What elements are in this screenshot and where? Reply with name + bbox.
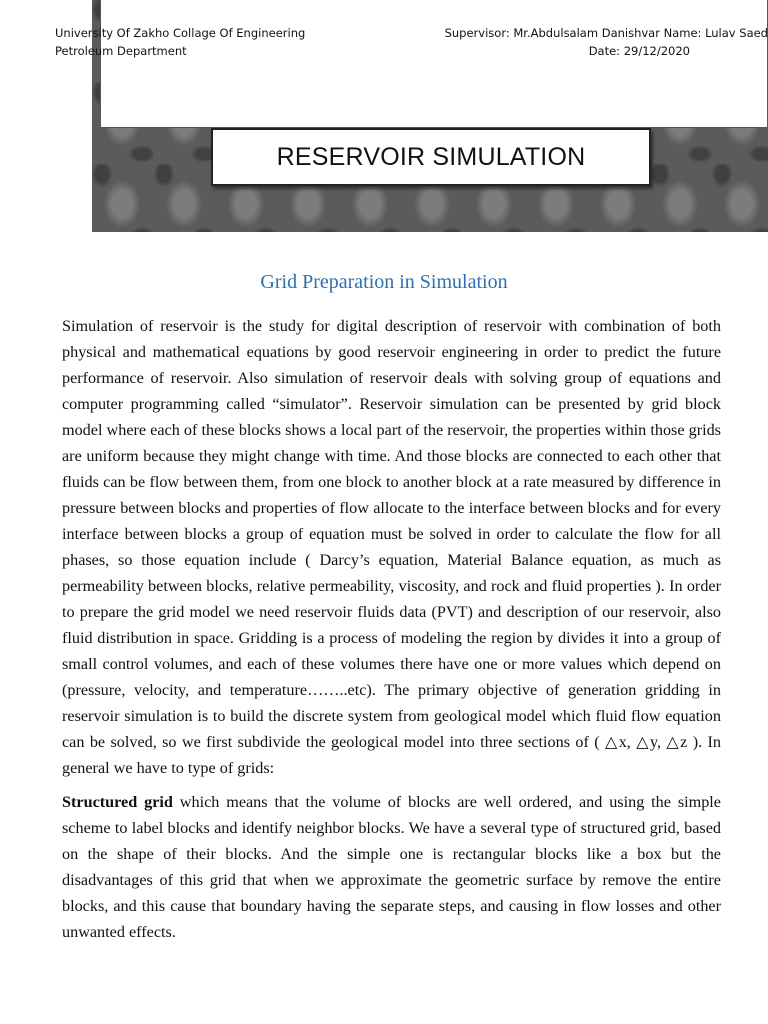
supervisor-and-name: Supervisor: Mr.Abdulsalam Danishvar Name: Lulav Saed bbox=[444, 26, 768, 40]
section-heading: Grid Preparation in Simulation bbox=[260, 271, 508, 293]
department-name: Petroleum Department bbox=[55, 44, 187, 58]
university-name: University Of Zakho Collage Of Engineering bbox=[55, 26, 306, 40]
header-left bbox=[55, 24, 305, 60]
structured-grid-term: Structured grid bbox=[62, 793, 173, 811]
body-text bbox=[62, 313, 721, 945]
document-date: Date: 29/12/2020 bbox=[588, 44, 690, 58]
paragraph-intro: Simulation of reservoir is the study for digital description of reservoir with combination of both physical and mathematical equations by good reservoir engineering in order to predict the future performance of reservoir. Also simulation of reservoir deals with solving group of equations and computer programming called “simulator”. Reservoir simulation can be presented by grid block model where each of these blocks shows a local part of the reservoir, the properties within those grids are uniform because they might change with time. And those blocks are connected to each other that fluids can be flow between them, from one block to another block at a rate measured by difference in pressure between blocks and properties of flow allocate to the interface between blocks and for every interface between blocks a group of equation must be solved in order to calculate the flow for all phases, so those equation include ( Darcy’s equation, Material Balance equation, as much as permeability between blocks, relative permeability, viscosity, and rock and fluid properties ). In order to prepare the grid model we need reservoir fluids data (PVT) and description of our reservoir, also fluid distribution in space. Gridding is a process of modeling the region by divides it into a group of small control volumes, and each of these volumes there have one or more values which depend on (pressure, velocity, and temperature……..etc). The primary objective of generation gridding in reservoir simulation is to build the discrete system from geological model which fluid flow equation can be solved, so we first subdivide the geological model into three sections of ( △x, △y, △z ). In general we have to type of grids: bbox=[62, 317, 721, 777]
header-banner-top-box bbox=[100, 0, 768, 128]
header-right bbox=[445, 24, 768, 60]
title-box bbox=[211, 128, 651, 186]
document-title: RESERVOIR SIMULATION bbox=[276, 142, 586, 171]
paragraph-structured-grid bbox=[62, 789, 721, 945]
structured-grid-description: which means that the volume of blocks are well ordered, and using the simple scheme to label blocks and identify neighbor blocks. We have a several type of structured grid, based on the shape of their blocks. And the simple one is rectangular blocks like a box but the disadvantages of this grid that when we approximate the geometric surface by remove the entire blocks, and this cause that boundary having the separate steps, and causing in flow losses and other unwanted effects. bbox=[62, 793, 721, 941]
